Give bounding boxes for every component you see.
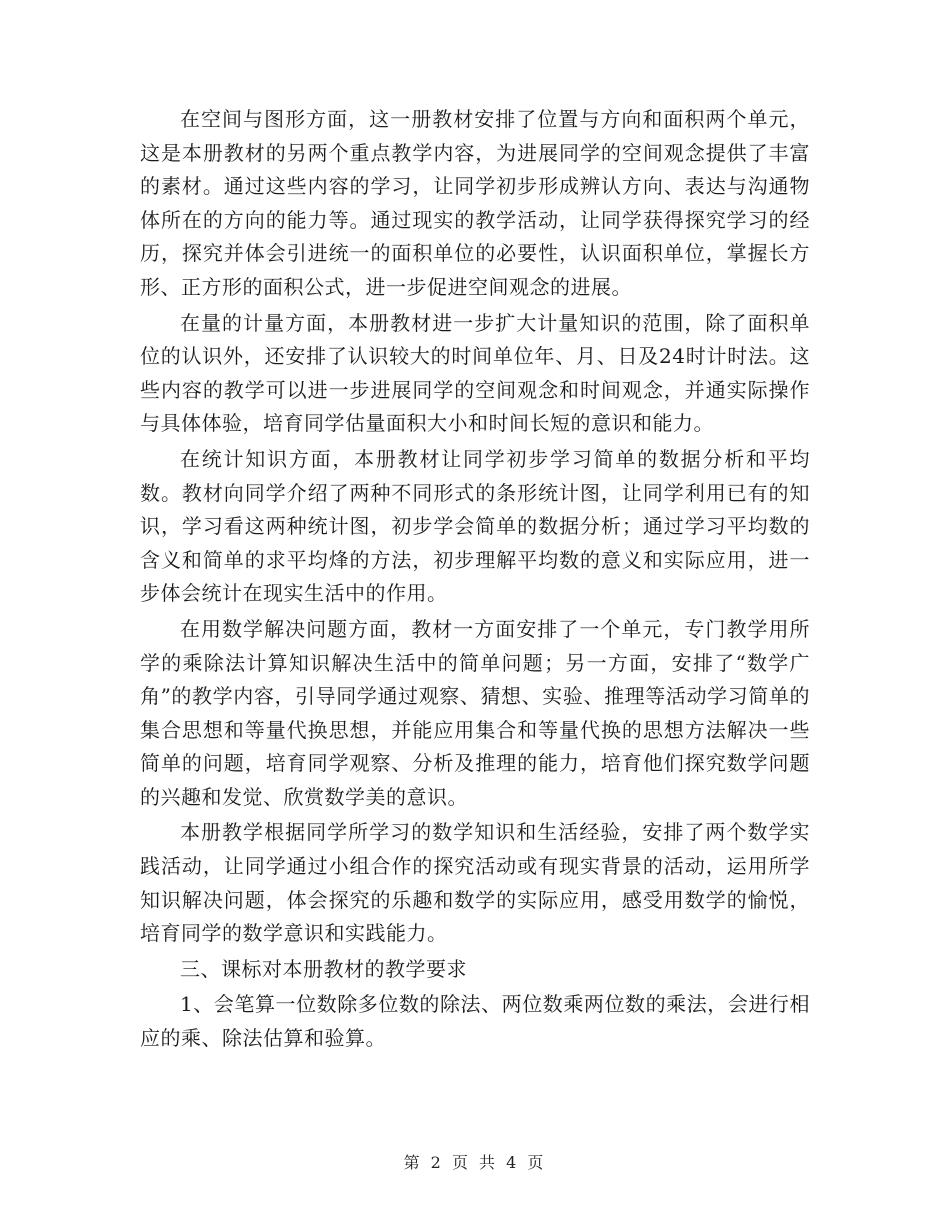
paragraph-statistics: 在统计知识方面，本册教材让同学初步学习简单的数据分析和平均数。教材向同学介绍了两种不同形式的条形统计图，让同学利用已有的知识，学习看这两种统计图，初步学会简单的数据分析；通过学习平均数的含义和简单的求平均烽的方法，初步理解平均数的意义和实际应用，进一步体会统计在现实生活中的作用。 [140, 446, 810, 606]
paragraph-measurement: 在量的计量方面，本册教材进一步扩大计量知识的范围，除了面积单位的认识外，还安排了认识较大的时间单位年、月、日及24时计时法。这些内容的教学可以进一步进展同学的空间观念和时间观念，并通实际操作与具体体验，培育同学估量面积大小和时间长短的意识和能力。 [140, 310, 810, 436]
paragraph-problem-solving: 在用数学解决问题方面，教材一方面安排了一个单元，专门教学用所学的乘除法计算知识解决生活中的简单问题；另一方面，安排了“数学广角”的教学内容，引导同学通过观察、猜想、实验、推理等活动学习简单的集合思想和等量代换思想，并能应用集合和等量代换的思想方法解决一些简单的问题，培育同学观察、分析及推理的能力，培育他们探究数学问题的兴趣和发觉、欣赏数学美的意识。 [140, 616, 810, 809]
page-footer: 第 2 页 共 4 页 [403, 1153, 547, 1172]
document-body [140, 103, 810, 1058]
section-heading-requirements: 三、课标对本册教材的教学要求 [180, 956, 467, 981]
paragraph-practice-activities: 本册教学根据同学所学习的数学知识和生活经验，安排了两个数学实践活动，让同学通过小组合作的探究活动或有现实背景的活动，运用所学知识解决问题，体会探究的乐趣和数学的实际应用，感受用数学的愉悦，培育同学的数学意识和实践能力。 [140, 820, 810, 946]
paragraph-requirement-1: 1、会笔算一位数除多位数的除法、两位数乘两位数的乘法，会进行相应的乘、除法估算和验算。 [140, 992, 810, 1051]
paragraph-space-and-shape: 在空间与图形方面，这一册教材安排了位置与方向和面积两个单元，这是本册教材的另两个重点教学内容，为进展同学的空间观念提供了丰富的素材。通过这些内容的学习，让同学初步形成辨认方向、表达与沟通物体所在的方向的能力等。通过现实的教学活动，让同学获得探究学习的经历，探究并体会引进统一的面积单位的必要性，认识面积单位，掌握长方形、正方形的面积公式，进一步促进空间观念的进展。 [140, 107, 810, 299]
